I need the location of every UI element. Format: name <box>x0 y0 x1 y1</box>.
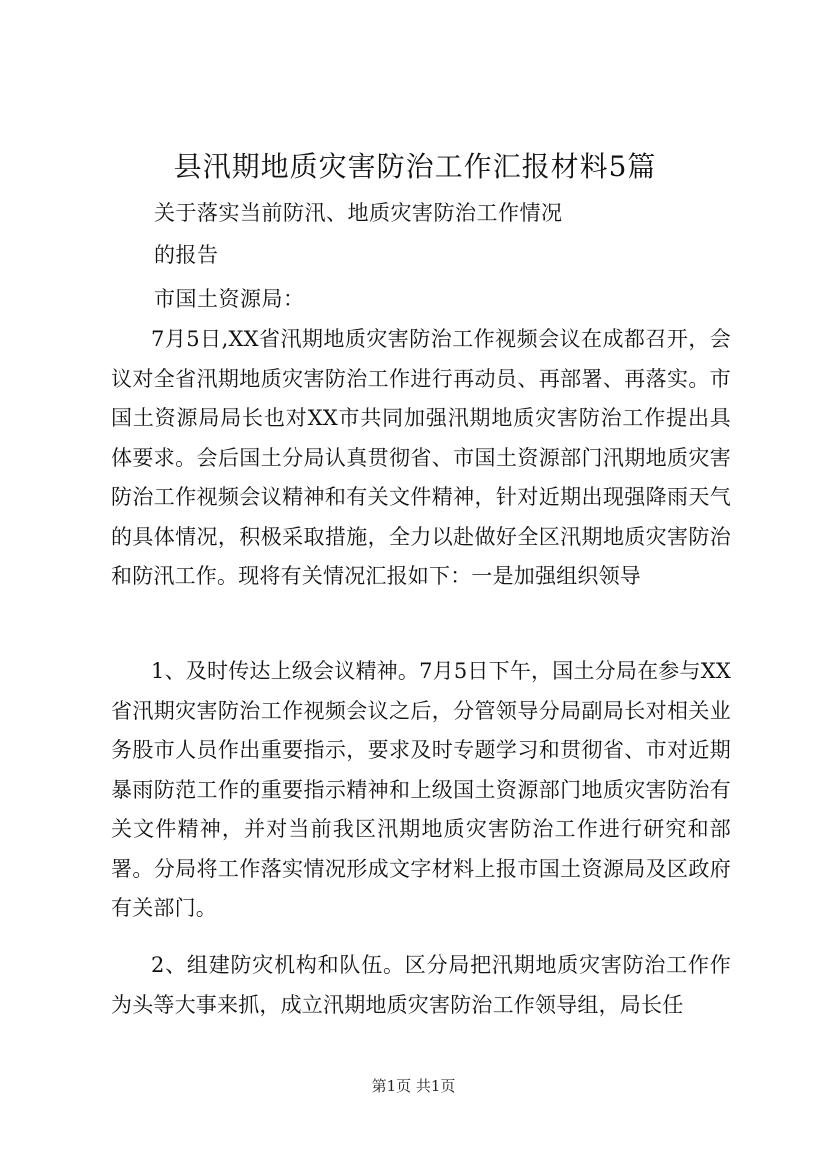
paragraph-item-1: 1、及时传达上级会议精神。7月5日下午，国土分局在参与XX省汛期灾害防治工作视频会议之后，分管领导分局副局长对相关业务股市人员作出重要指示，要求及时专题学习和贯彻省、市对近期暴雨防范工作的重要指示精神和上级国土资源部门地质灾害防治有关文件精神，并对当前我区汛期地质灾害防治工作进行研究和部署。分局将工作落实情况形成文字材料上报市国土资源局及区政府有关部门。 <box>111 659 731 920</box>
document-title: 县汛期地质灾害防治工作汇报材料5篇 <box>173 150 657 183</box>
paragraph-item-2: 2、组建防灾机构和队伍。区分局把汛期地质灾害防治工作作为头等大事来抓，成立汛期地质灾害防治工作领导组，局长任 <box>111 953 731 1017</box>
paragraph-intro: 7月5日,XX省汛期地质灾害防治工作视频会议在成都召开，会议对全省汛期地质灾害防治工作进行再动员、再部署、再落实。市国土资源局局长也对XX市共同加强汛期地质灾害防治工作提出具体要求。会后国土分局认真贯彻省、市国土资源部门汛期地质灾害防治工作视频会议精神和有关文件精神，针对近期出现强降雨天气的具体情况，积极采取措施，全力以赴做好全区汛期地质灾害防治和防汛工作。现将有关情况汇报如下：一是加强组织领导 <box>111 327 731 588</box>
report-subtitle-line1: 关于落实当前防汛、地质灾害防治工作情况 <box>154 201 563 225</box>
report-subtitle-line2: 的报告 <box>154 243 219 267</box>
salutation: 市国土资源局： <box>154 287 305 311</box>
page-footer: 第1页 共1页 <box>371 1077 456 1095</box>
